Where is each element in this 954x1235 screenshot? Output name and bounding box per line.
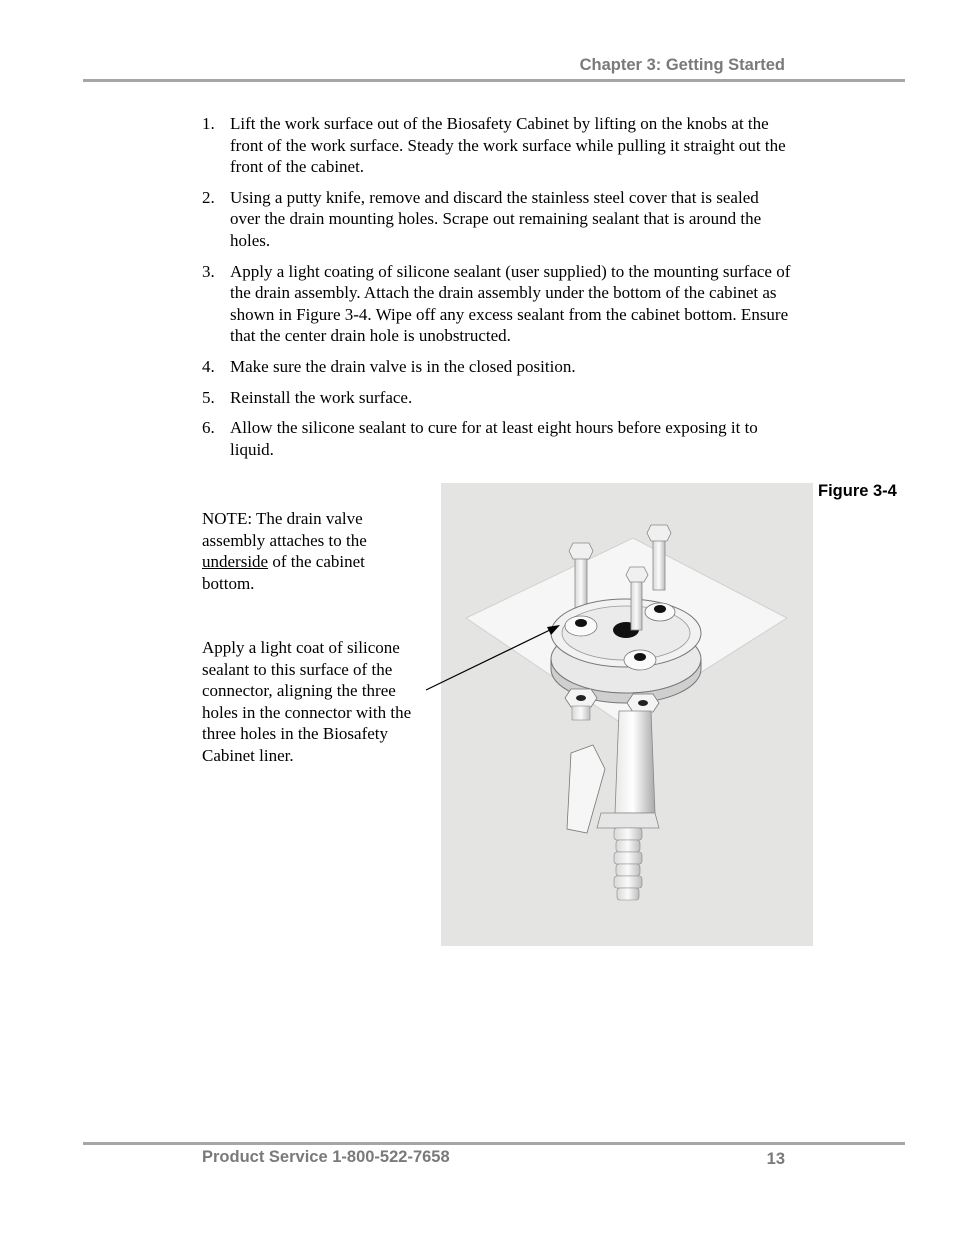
- underside-emphasis: underside: [202, 552, 269, 572]
- instruction-list: [202, 113, 792, 469]
- callout-text: Apply a light coat of silicone sealant to this surface of the connector, aligning the three holes in the connector with the three holes in the Biosafety Cabinet liner.: [202, 638, 412, 765]
- chapter-title: Chapter 3: Getting Started: [579, 56, 785, 74]
- list-item: 5. Reinstall the work surface.: [202, 387, 413, 407]
- list-item: 6. Allow the silicone sealant to cure for at least eight hours before exposing it to liquid.: [202, 418, 758, 459]
- product-service-phone: Product Service 1-800-522-7658: [202, 1148, 450, 1166]
- drain-assembly-figure: [441, 483, 813, 946]
- footer-rule: [83, 1142, 905, 1145]
- list-item: 4. Make sure the drain valve is in the closed position.: [202, 356, 576, 376]
- hose-barb: [614, 828, 642, 900]
- note-text: NOTE: The drain valve assembly attaches to the underside of the cabinet bottom.: [202, 509, 367, 593]
- list-item: 2. Using a putty knife, remove and discard the stainless steel cover that is sealed over the drain mounting holes. Scrape out remaining sealant that is around the holes.: [202, 187, 762, 250]
- drain-valve-body: [567, 711, 659, 833]
- page-number: 13: [766, 1150, 785, 1168]
- list-item: 3. Apply a light coating of silicone sealant (user supplied) to the mounting surface of the drain assembly. Attach the drain assembly under the bottom of the cabinet as shown in Figure 3-4. Wipe off any excess sealant from the cabinet bottom. Ensure that the center drain hole is unobstructed.: [202, 261, 791, 346]
- drain-assembly-illustration: [441, 483, 813, 946]
- figure-label: Figure 3-4: [818, 482, 897, 500]
- list-item: 1. Lift the work surface out of the Biosafety Cabinet by lifting on the knobs at the front of the work surface. Steady the work surface while pulling it straight out the front of the cabinet.: [202, 114, 786, 177]
- header-rule: [83, 79, 905, 82]
